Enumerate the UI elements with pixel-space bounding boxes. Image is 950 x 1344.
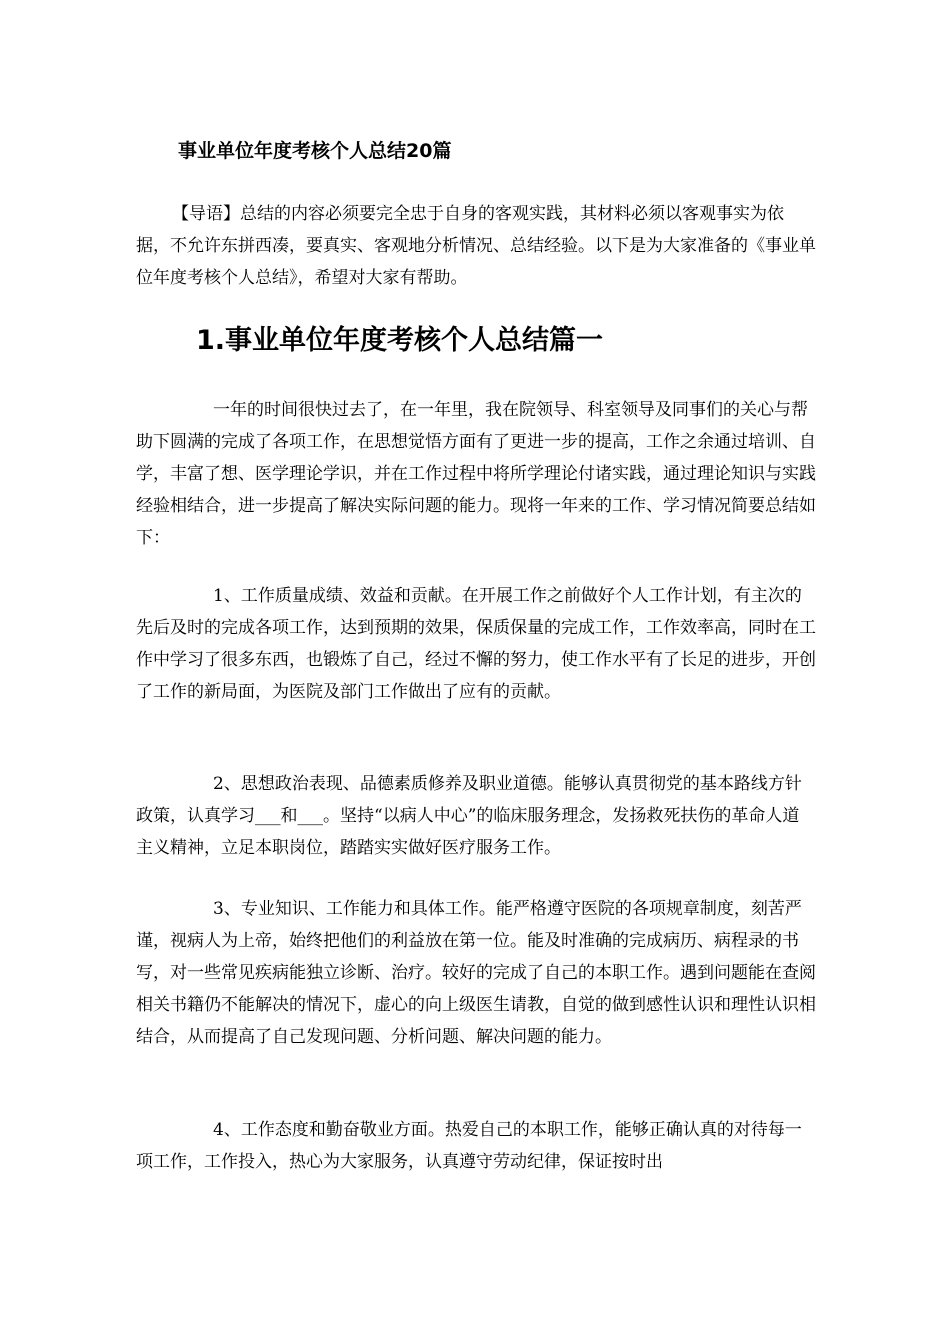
body-paragraph-2: 1、工作质量成绩、效益和贡献。在开展工作之前做好个人工作计划，有主次的先后及时的完成各项工作，达到预期的效果，保质保量的完成工作，工作效率高，同时在工作中学习了很多东西，也锻炼了自己，经过不懈的努力，使工作水平有了长足的进步，开创了工作的新局面，为医院及部门工作做出了应有的贡献。	[136, 586, 816, 702]
body-paragraph-4: 3、专业知识、工作能力和具体工作。能严格遵守医院的各项规章制度，刻苦严谨，视病人为上帝，始终把他们的利益放在第一位。能及时准确的完成病历、病程录的书写，对一些常见疾病能独立诊断、治疗。较好的完成了自己的本职工作。遇到问题能在查阅相关书籍仍不能解决的情况下，虚心的向上级医生请教，自觉的做到感性认识和理性认识相结合，从而提高了自己发现问题、分析问题、解决问题的能力。	[136, 899, 816, 1047]
intro-paragraph: 【导语】总结的内容必须要完全忠于自身的客观实践，其材料必须以客观事实为依据，不允许东拼西凑，要真实、客观地分析情况、总结经验。以下是为大家准备的《事业单位年度考核个人总结》，希望对大家有帮助。	[136, 204, 816, 288]
body-paragraph-3: 2、思想政治表现、品德素质修养及职业道德。能够认真贯彻党的基本路线方针政策，认真学习___和___。坚持“以病人中心”的临床服务理念，发扬救死扶伤的革命人道主义精神，立足本职岗位，踏踏实实做好医疗服务工作。	[136, 774, 802, 858]
body-paragraph-1: 一年的时间很快过去了，在一年里，我在院领导、科室领导及同事们的关心与帮助下圆满的完成了各项工作，在思想觉悟方面有了更进一步的提高，工作之余通过培训、自学，丰富了想、医学理论学识，并在工作过程中将所学理论付诸实践，通过理论知识与实践经验相结合，进一步提高了解决实际问题的能力。现将一年来的工作、学习情况简要总结如下：	[136, 400, 816, 548]
document-title: 事业单位年度考核个人总结20篇	[178, 140, 452, 162]
section-heading: 1.事业单位年度考核个人总结篇一	[196, 325, 604, 356]
body-paragraph-5: 4、工作态度和勤奋敬业方面。热爱自己的本职工作，能够正确认真的对待每一项工作，工作投入，热心为大家服务，认真遵守劳动纪律，保证按时出	[136, 1120, 802, 1172]
